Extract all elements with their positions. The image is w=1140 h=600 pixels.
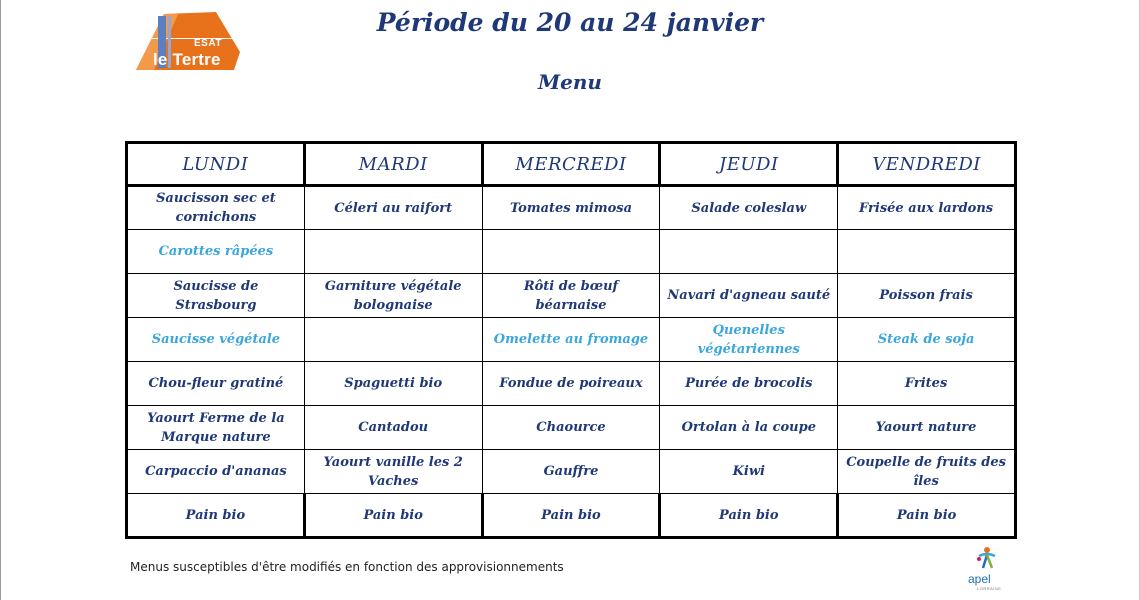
menu-cell: Kiwi <box>660 450 838 494</box>
day-header-thursday: JEUDI <box>660 143 838 186</box>
menu-cell: Chou-fleur gratiné <box>127 362 305 406</box>
menu-cell <box>304 318 482 362</box>
menu-cell: Navari d'agneau sauté <box>660 274 838 318</box>
menu-cell: Yaourt vanille les 2 Vaches <box>304 450 482 494</box>
table-row <box>127 494 1016 538</box>
vegetarian-menu-cell: Carottes râpées <box>127 230 305 274</box>
apel-logo-sublabel: LORRAINE <box>977 586 1002 591</box>
menu-cell: Yaourt nature <box>838 406 1016 450</box>
menu-cell: Frisée aux lardons <box>838 186 1016 230</box>
logo-esat-label: ESAT <box>194 38 222 49</box>
menu-cell: Chaource <box>482 406 660 450</box>
table-row <box>127 274 1016 318</box>
menu-cell: Cantadou <box>304 406 482 450</box>
menu-cell <box>660 230 838 274</box>
page-subtitle: Menu <box>538 70 602 94</box>
table-row <box>127 318 1016 362</box>
vegetarian-menu-cell: Saucisse végétale <box>127 318 305 362</box>
apel-logo <box>965 546 1009 592</box>
menu-cell <box>838 230 1016 274</box>
table-row <box>127 406 1016 450</box>
menu-cell: Saucisson sec et cornichons <box>127 186 305 230</box>
day-header-tuesday: MARDI <box>304 143 482 186</box>
menu-cell: Frites <box>838 362 1016 406</box>
menu-cell: Salade coleslaw <box>660 186 838 230</box>
table-row <box>127 230 1016 274</box>
table-row <box>127 362 1016 406</box>
menu-cell <box>304 230 482 274</box>
vegetarian-menu-cell: Omelette au fromage <box>482 318 660 362</box>
menu-cell: Purée de brocolis <box>660 362 838 406</box>
menu-cell: Pain bio <box>304 494 482 538</box>
day-header-monday: LUNDI <box>127 143 305 186</box>
vegetarian-menu-cell: Quenelles végétariennes <box>660 318 838 362</box>
menu-cell: Coupelle de fruits des îles <box>838 450 1016 494</box>
menu-cell <box>482 230 660 274</box>
footnote: Menus susceptibles d'être modifiés en fonction des approvisionnements <box>130 560 564 574</box>
apel-figures-icon <box>965 546 1009 574</box>
logo-name-label: le Tertre <box>153 50 221 69</box>
menu-cell: Poisson frais <box>838 274 1016 318</box>
menu-cell: Saucisse de Strasbourg <box>127 274 305 318</box>
menu-cell: Pain bio <box>482 494 660 538</box>
menu-cell: Pain bio <box>838 494 1016 538</box>
menu-cell: Fondue de poireaux <box>482 362 660 406</box>
menu-cell: Gauffre <box>482 450 660 494</box>
apel-logo-label: apel <box>968 572 991 586</box>
menu-cell: Carpaccio d'ananas <box>127 450 305 494</box>
menu-cell: Spaguetti bio <box>304 362 482 406</box>
day-header-wednesday: MERCREDI <box>482 143 660 186</box>
menu-cell: Tomates mimosa <box>482 186 660 230</box>
menu-cell: Céleri au raifort <box>304 186 482 230</box>
table-row <box>127 450 1016 494</box>
table-header-row <box>127 143 1016 186</box>
menu-cell: Rôti de bœuf béarnaise <box>482 274 660 318</box>
table-row <box>127 186 1016 230</box>
day-header-friday: VENDREDI <box>838 143 1016 186</box>
page-title: Période du 20 au 24 janvier <box>376 8 764 37</box>
menu-cell: Yaourt Ferme de la Marque nature <box>127 406 305 450</box>
menu-cell: Pain bio <box>660 494 838 538</box>
menu-cell: Pain bio <box>127 494 305 538</box>
menu-cell: Ortolan à la coupe <box>660 406 838 450</box>
vegetarian-menu-cell: Steak de soja <box>838 318 1016 362</box>
weekly-menu-table <box>125 141 1017 539</box>
menu-cell: Garniture végétale bolognaise <box>304 274 482 318</box>
